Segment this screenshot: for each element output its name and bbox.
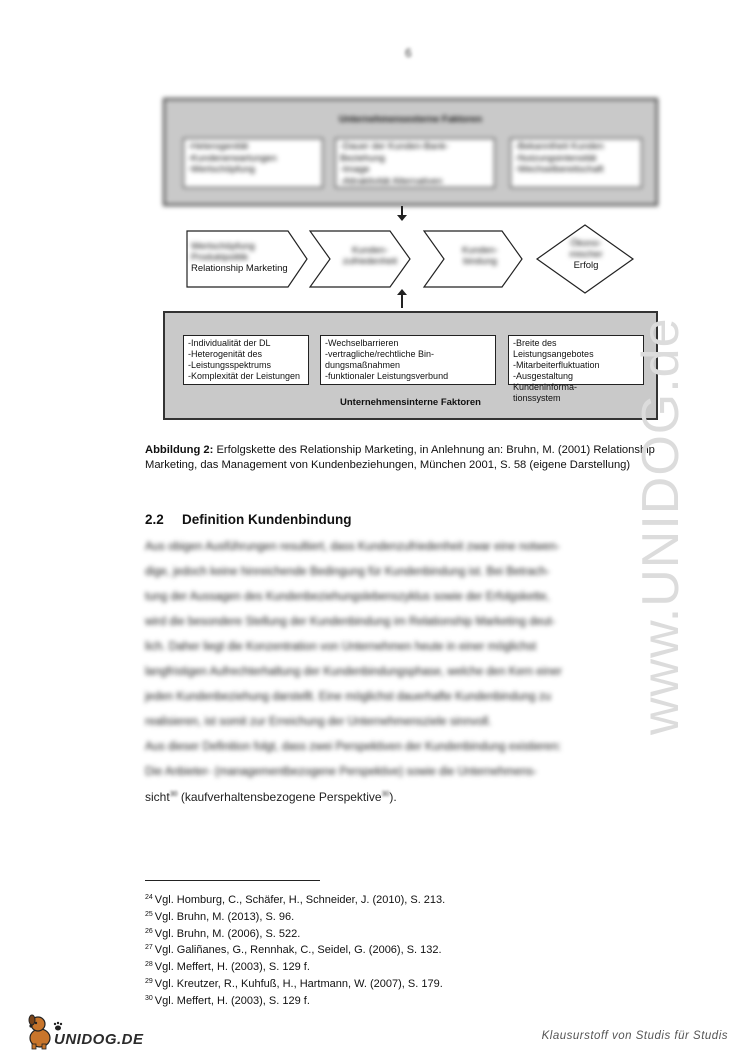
internal-factors-box (163, 311, 658, 420)
footnote-text: Vgl. Bruhn, M. (2006), S. 522. (154, 927, 301, 940)
footnote-rule (145, 880, 320, 881)
unidog-logo-graphic (26, 1014, 151, 1050)
watermark-text: www.UNIDOG.de (632, 317, 690, 735)
footnote-text: Vgl. Homburg, C., Schäfer, H., Schneider, J. (2010), S. 213. (154, 894, 446, 906)
chain-step-line: Kunden- (462, 245, 498, 256)
footnote (145, 891, 445, 908)
paragraph-line: Aus obigen Ausführungen resultiert, dass Kundenzufriedenheit zwar eine notwen- (145, 541, 560, 553)
chain-step-wertschoepfung (191, 241, 288, 274)
footnote (145, 908, 445, 925)
internal-factor-item: -Breite des Leistungsangebotes -Mitarbeiterfluktuation -Ausgestaltung Kundeninforma- tionssystem (508, 335, 644, 385)
chain-step-line: Erfolg (573, 260, 599, 271)
external-factor-item: -Bekanntheit Kunden -Nutzungsintensität -Wechselbereitschaft (510, 138, 642, 188)
paragraph-line: wird die besondere Stellung der Kundenbindung im Relationship Marketing deut- (145, 616, 556, 628)
paragraph-line: Die Anbieter- (managementbezogene Perspektive) sowie die Unternehmens- (145, 766, 537, 778)
footnote-number: 25 (145, 910, 153, 918)
paragraph-line: jeden Kundenbeziehung darstellt. Eine möglichst dauerhafte Kundenbindung zu (145, 691, 551, 703)
footnotes (145, 891, 445, 1009)
chain-step-line: Ökono- (570, 238, 602, 249)
paragraph-line: langfristigen Aufrechterhaltung der Kundenbindungsphase, welche den Kern einer (145, 666, 562, 678)
logo-text: UNIDOG.DE (54, 1031, 144, 1048)
paw-icon (54, 1022, 62, 1031)
footnote-text: Vgl. Kreutzer, R., Kuhfuß, H., Hartmann, W. (2007), S. 179. (154, 977, 443, 990)
footnote (145, 925, 445, 942)
footnote-number: 28 (145, 961, 153, 969)
footnote-number: 24 (145, 894, 153, 901)
chain-step-line: Relationship Marketing (191, 263, 288, 274)
footnote (145, 958, 445, 975)
footnote-text: Vgl. Galiñanes, G., Rennhak, C., Seidel, G. (2006), S. 132. (154, 944, 442, 957)
footnote-text: Vgl. Meffert, H. (2003), S. 129 f. (154, 961, 310, 974)
last-line-close: ). (389, 790, 397, 804)
unidog-logo (26, 1014, 151, 1055)
chain-step-kundenzufriedenheit (335, 245, 405, 267)
chain-step-line: mischer (569, 249, 603, 260)
paragraph-line: Aus dieser Definition folgt, dass zwei Perspektiven der Kundenbindung existieren: (145, 741, 562, 753)
internal-factor-item: -Wechselbarrieren -vertragliche/rechtliche Bin- dungsmaßnahmen -funktionaler Leistungsverbund (320, 335, 496, 385)
chain-step-line: Kunden- (352, 245, 388, 256)
footnote-number: 29 (145, 977, 153, 985)
footnote-number: 30 (145, 994, 153, 1002)
watermark (610, 270, 700, 740)
chain-step-erfolg (557, 238, 615, 271)
external-factors-box (163, 98, 658, 206)
paragraph-line: tung der Aussagen des Kundenbeziehungslebenszyklus sowie der Erfolgskette, (145, 591, 550, 603)
section-heading (145, 512, 351, 527)
paragraph-line: realisieren, ist somit zur Erreichung der Unternehmensziele sinnvoll. (145, 716, 492, 728)
relationship-marketing-diagram (145, 95, 655, 425)
external-factor-item: -Dauer der Kunden-Bank-Beziehung -Image -Attraktivität Alternativen (335, 138, 495, 188)
section-number: 2.2 (145, 512, 164, 527)
chain-step-line: Wertschöpfung (191, 241, 255, 252)
up-arrow (401, 294, 403, 308)
down-arrow-head (397, 215, 407, 221)
figure-caption-text: Erfolgskette des Relationship Marketing, in Anlehnung an: Bruhn, M. (2001) Relationship Marketing, das Management von Kundenbeziehungen, München 2001, S. 58 (eigene Darstellung) (145, 444, 655, 471)
external-factor-item: -Heterogenität -Kundenerwartungen -Wertschöpfung (183, 138, 323, 188)
footnote (145, 975, 445, 992)
chain-step-line: Produktpolitik (191, 252, 249, 263)
dog-icon (29, 1015, 50, 1049)
internal-factor-item: -Individualität der DL -Heterogenität des -Leistungsspektrums -Komplexität der Leistungen (183, 335, 309, 385)
chain-step-line: bindung (463, 256, 497, 267)
footer-tagline: Klausurstoff von Studis für Studis (541, 1030, 728, 1042)
footnote-text: Vgl. Meffert, H. (2003), S. 129 f. (154, 994, 310, 1007)
external-factors-title: Unternehmensexterne Faktoren (338, 114, 483, 125)
internal-factors-title: Unternehmensinterne Faktoren (340, 397, 481, 408)
chain-step-kundenbindung (445, 245, 515, 267)
last-line-end: (kaufverhaltensbezogene Perspektive (177, 790, 382, 804)
page-number: 6 (405, 46, 412, 60)
footnote (145, 992, 445, 1009)
footnote-text: Vgl. Bruhn, M. (2013), S. 96. (154, 910, 295, 923)
chain-step-line: zufriedenheit (342, 256, 398, 267)
section-title: Definition Kundenbindung (182, 512, 352, 527)
paragraph-line: lich. Daher liegt die Konzentration von Unternehmen heute in einer möglichst (145, 641, 537, 653)
footnote (145, 941, 445, 958)
footnote-number: 27 (145, 944, 153, 952)
figure-caption-label: Abbildung 2: (145, 444, 214, 456)
paragraph-last-line: sicht$^{30}$ (kaufverhaltensbezogene Perspektive$^{30}$). (145, 790, 397, 804)
paragraph-line: dige, jedoch keine hinreichende Bedingung für Kundenbindung ist. Bei Betrach- (145, 566, 550, 578)
last-line-start: sicht (145, 790, 170, 804)
footnote-number: 26 (145, 927, 153, 935)
